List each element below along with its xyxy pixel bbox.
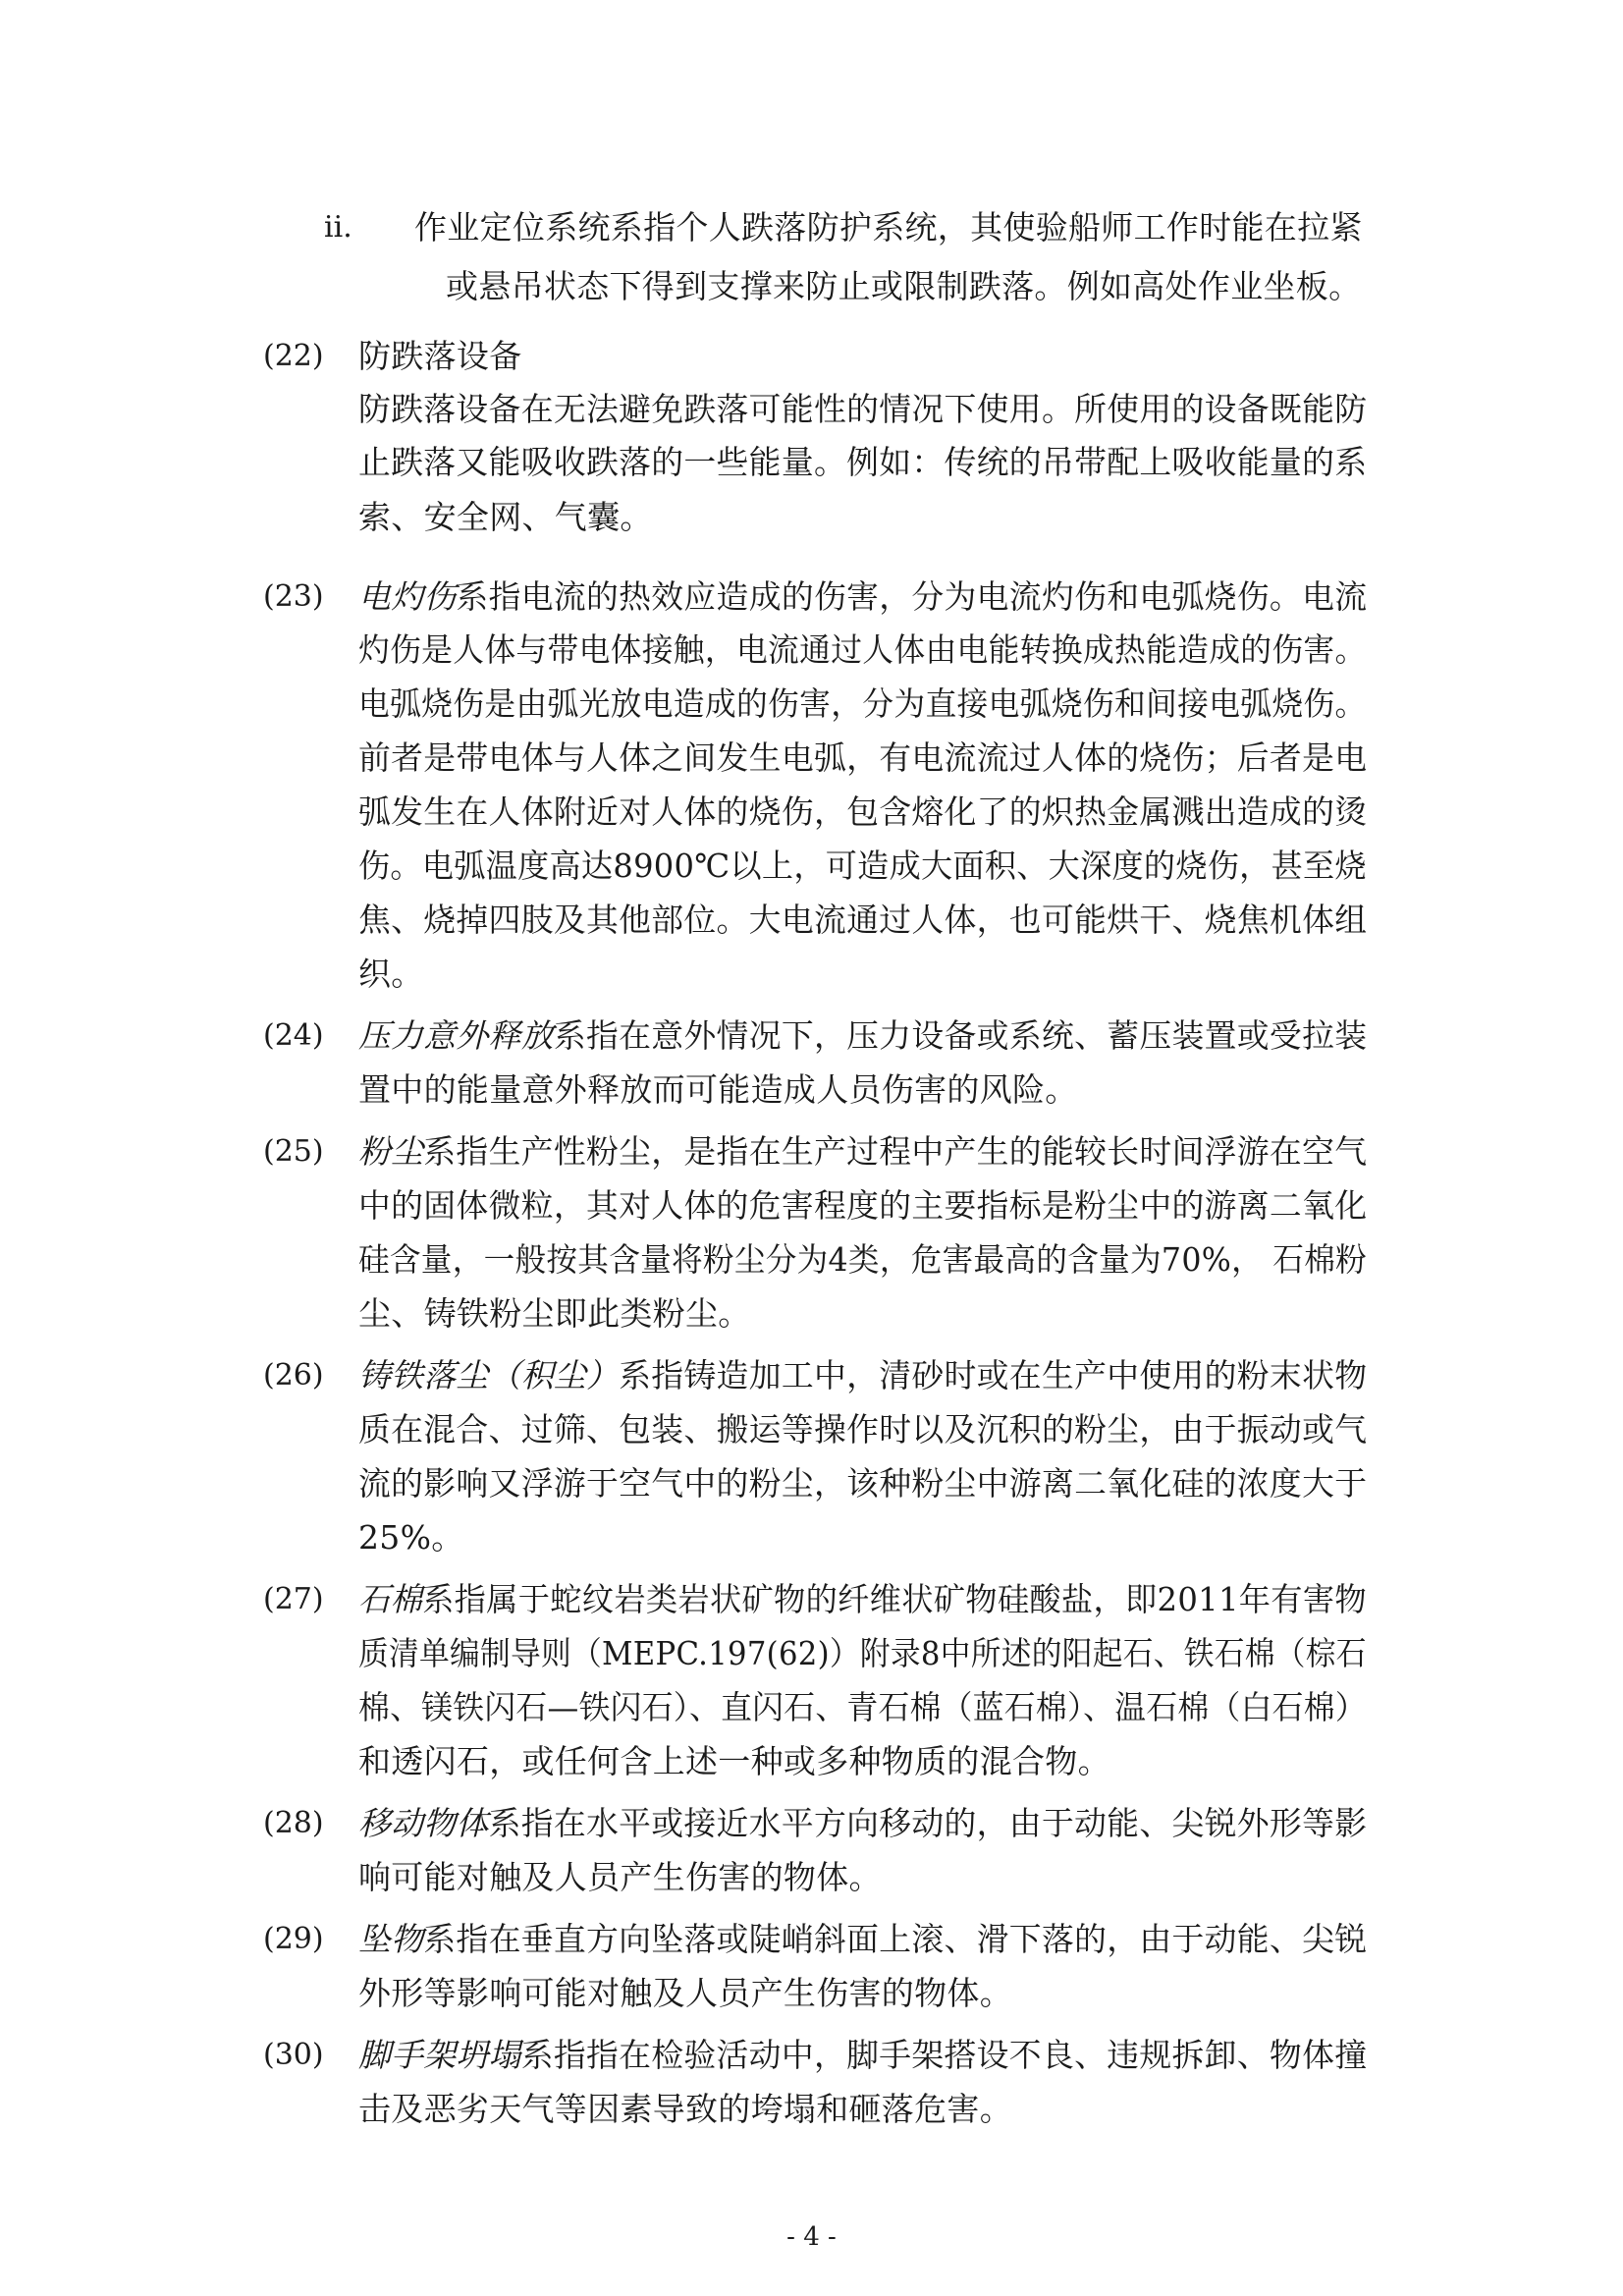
item-number: (25) [263,1134,324,1169]
item-line: 防跌落设备在无法避免跌落可能性的情况下使用。所使用的设备既能防 [358,390,1368,428]
item-line: 灼伤是人体与带电体接触，电流通过人体由电能转换成热能造成的伤害。 [358,630,1367,669]
item-line: 织。 [358,955,424,993]
item-number: (22) [263,339,324,373]
definition-text: 系指属于蛇纹岩类岩状矿物的纤维状矿物硅酸盐，即2011年有害物 [422,1580,1367,1618]
item-line: 电弧烧伤是由弧光放电造成的伤害，分为直接电弧烧伤和间接电弧烧伤。 [358,684,1367,723]
item-line: 击及恶劣天气等因素导致的垮塌和砸落危害。 [358,2090,1012,2128]
item-number: (30) [263,2038,324,2072]
definition-text: 系指电流的热效应造成的伤害，分为电流灼伤和电弧烧伤。电流 [456,577,1368,616]
defined-term: 电灼伤 [358,577,457,616]
defined-term: 石棉 [358,1580,423,1618]
defined-term: 粉尘 [358,1132,424,1171]
defined-term: 铸铁落尘（积尘） [358,1356,620,1394]
definition-text: 系指在水平或接近水平方向移动的，由于动能、尖锐外形等影 [488,1804,1368,1842]
item-number: (26) [263,1358,324,1393]
page-number: - 4 - [786,2222,837,2252]
defined-term: 坠物 [358,1920,424,1958]
item-number: (23) [263,579,324,614]
item-line: 质清单编制导则（MEPC.197(62)）附录8中所述的阳起石、铁石棉（棕石 [358,1634,1367,1672]
item-number: (27) [263,1582,324,1616]
definition-text: 系指铸造加工中，清砂时或在生产中使用的粉末状物 [619,1356,1368,1394]
item-line [358,1920,1367,1959]
defined-term: 脚手架坍塌 [358,2036,521,2074]
item-line: 尘、铸铁粉尘即此类粉尘。 [358,1294,751,1333]
item-line: 25%。 [358,1518,464,1557]
item-line: 止跌落又能吸收跌落的一些能量。例如：传统的吊带配上吸收能量的系 [358,443,1368,481]
item-line [358,577,1367,617]
definition-text: 系指在意外情况下，压力设备或系统、蓄压装置或受拉装 [553,1016,1368,1055]
item-line: 棉、镁铁闪石—铁闪石）、直闪石、青石棉（蓝石棉）、温石棉（白石棉） [358,1688,1367,1726]
item-line [358,2036,1367,2075]
item-line: 弧发生在人体附近对人体的烧伤，包含熔化了的炽热金属溅出造成的烫 [358,793,1368,831]
item-line: 响可能对触及人员产生伤害的物体。 [358,1858,882,1896]
defined-term: 压力意外释放 [358,1016,554,1055]
definition-text: 系指生产性粉尘，是指在生产过程中产生的能较长时间浮游在空气 [423,1132,1368,1171]
item-heading: 防跌落设备 [358,337,522,375]
item-line [358,1132,1367,1172]
item-number: (24) [263,1018,324,1053]
item-line: 索、安全网、气囊。 [358,498,653,536]
item-line: 流的影响又浮游于空气中的粉尘，该种粉尘中游离二氧化硅的浓度大于 [358,1464,1368,1503]
item-line: 伤。电弧温度高达8900℃以上，可造成大面积、大深度的烧伤，甚至烧 [358,847,1367,885]
item-line: 中的固体微粒，其对人体的危害程度的主要指标是粉尘中的游离二氧化 [358,1186,1368,1225]
item-number: (29) [263,1922,324,1956]
item-line: 焦、烧掉四肢及其他部位。大电流通过人体，也可能烘干、烧焦机体组 [358,901,1368,939]
item-line [358,1804,1367,1843]
item-line [358,1016,1367,1056]
item-line: 质在混合、过筛、包装、搬运等操作时以及沉积的粉尘，由于振动或气 [358,1410,1368,1449]
item-line [358,1580,1367,1619]
item-line: 硅含量，一般按其含量将粉尘分为4类，危害最高的含量为70%， 石棉粉 [358,1240,1368,1279]
item-line: 外形等影响可能对触及人员产生伤害的物体。 [358,1974,1012,2012]
defined-term: 移动物体 [358,1804,489,1842]
item-line: 前者是带电体与人体之间发生电弧，有电流流过人体的烧伤；后者是电 [358,738,1368,777]
intro-line: 作业定位系统系指个人跌落防护系统，其使验船师工作时能在拉紧 [414,208,1363,246]
definition-text: 系指指在检验活动中，脚手架搭设不良、违规拆卸、物体撞 [520,2036,1368,2074]
intro-line: 或悬吊状态下得到支撑来防止或限制跌落。例如高处作业坐板。 [446,267,1362,305]
item-line: 置中的能量意外释放而可能造成人员伤害的风险。 [358,1070,1078,1109]
item-number: (28) [263,1806,324,1840]
definition-text: 系指在垂直方向坠落或陡峭斜面上滚、滑下落的，由于动能、尖锐 [423,1920,1368,1958]
item-line [358,1356,1367,1395]
item-line: 和透闪石，或任何含上述一种或多种物质的混合物。 [358,1742,1110,1780]
sub-item-marker: ii. [324,210,352,245]
